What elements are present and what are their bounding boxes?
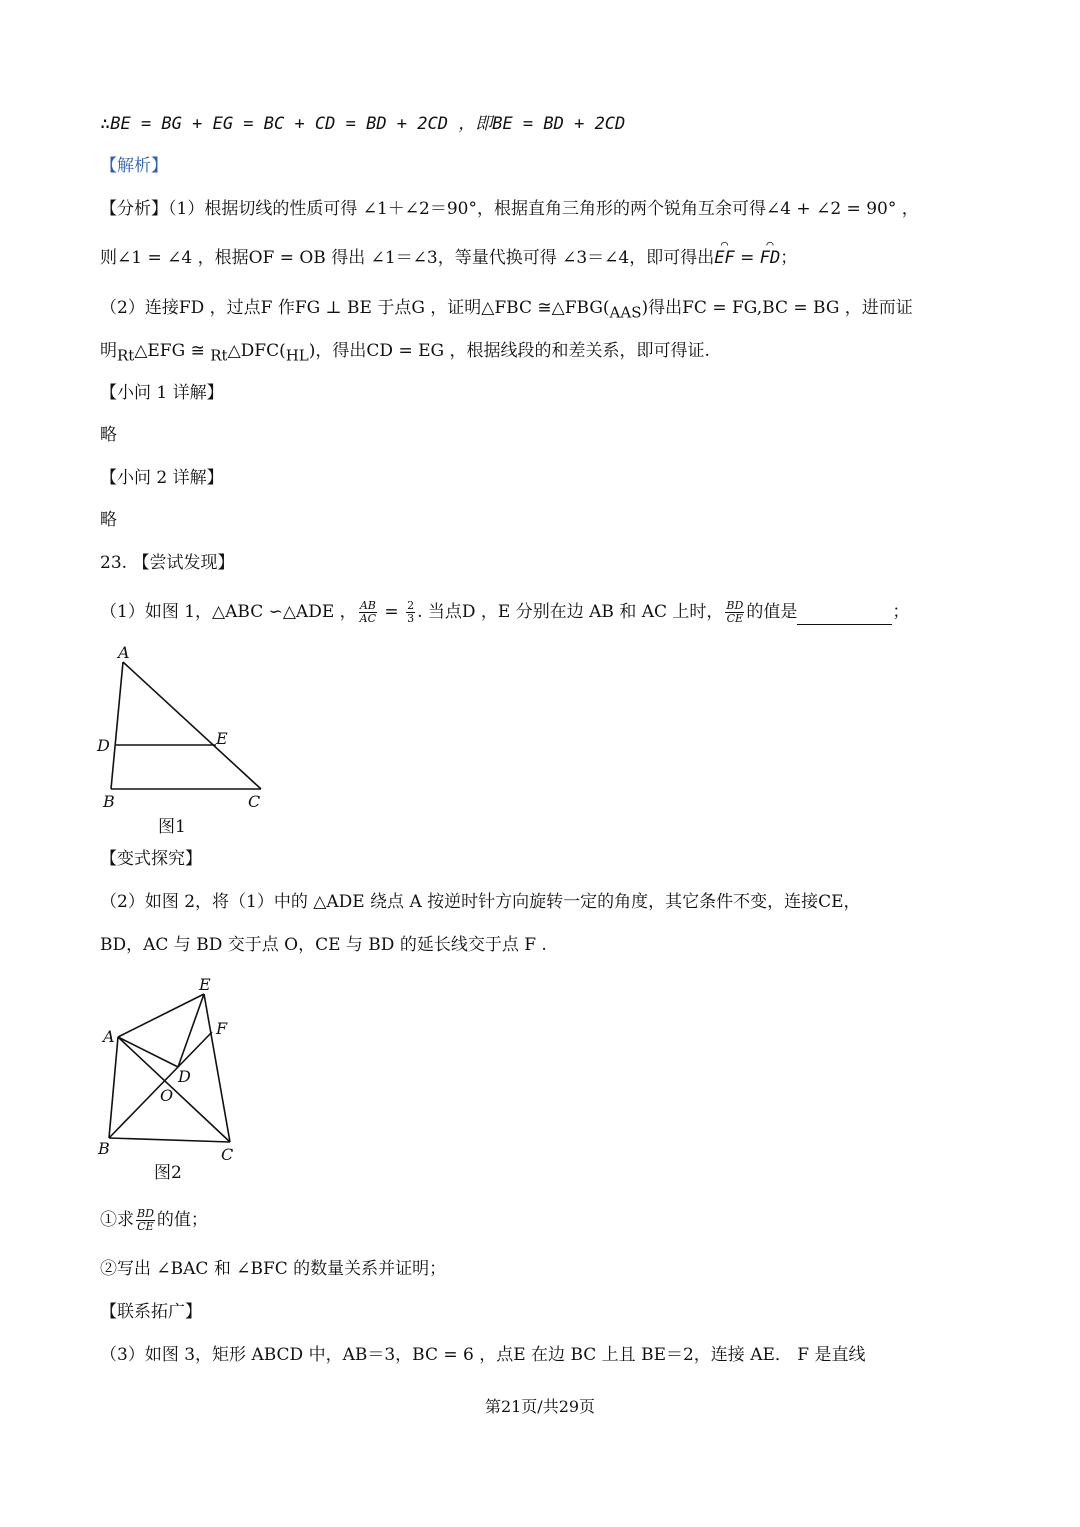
line-conclusion: ∴BE = BG + EG = BC + CD = BD + 2CD ，即BE = BD + 2CD [100,114,626,134]
frac-den: CE [137,1220,154,1233]
problem-1-a: （1）如图 1，△ABC ∽△ADE ， [100,602,357,622]
label-a: A [103,1027,115,1046]
analysis-line-4-a: 明 [100,341,117,361]
hl-sub: HL [285,346,309,365]
analysis-line-2-text: 则∠1 = ∠4 ，根据OF = OB 得出 ∠1＝∠3，等量代换可得 ∠3＝∠4，即可得出 [100,248,715,268]
label-d: D [178,1067,191,1086]
bianshi-heading: 【变式探究】 [100,849,202,869]
arc-ef: ⌒ EF [714,246,734,270]
frac-den: CE [726,612,744,625]
analysis-line-4 [100,339,710,367]
problem-1-line [100,600,909,625]
rt-sub-2: Rt [210,346,228,365]
problem-2-line-2: BD，AC 与 BD 交于点 O，CE 与 BD 的延长线交于点 F . [100,935,547,955]
label-b: B [98,1139,110,1158]
figure-1 [90,640,280,810]
subq1-heading: 【小问 1 详解】 [100,383,224,403]
question-circle-2: ②写出 ∠BAC 和 ∠BFC 的数量关系并证明； [100,1259,447,1279]
bd-ce-fraction-2 [136,1208,155,1233]
edge-ec [204,994,230,1142]
analysis-line-4-d: )，得出CD = EG ，根据线段的和差关系，即可得证. [308,341,710,361]
frac-num: AB [359,599,376,612]
label-a: A [118,643,130,662]
figure-2 [90,970,250,1170]
problem-1-d: ； [892,602,910,622]
edge-ac [118,1037,230,1142]
lianxi-heading: 【联系拓广】 [100,1302,202,1322]
two-thirds-fraction [406,600,415,625]
figure-1-caption: 图1 [158,817,186,837]
problem-23-heading: 23. 【尝试发现】 [100,553,235,573]
subq2-answer: 略 [100,510,117,530]
edge-ad [118,1037,178,1067]
label-b: B [103,792,115,810]
label-d: D [97,736,110,755]
problem-2-line-1: （2）如图 2，将（1）中的 △ADE 绕点 A 按逆时针方向旋转一定的角度，其它条件不变，连接CE， [100,892,861,912]
aas-sub: AAS [609,303,642,322]
analysis-line-2-end: ； [780,248,798,268]
rt-sub-1: Rt [117,346,135,365]
edge-ab [111,662,123,789]
figure-2-caption: 图2 [154,1163,182,1183]
label-o: O [160,1086,174,1105]
question-circle-1 [100,1208,208,1233]
analysis-line-3 [100,296,913,324]
problem-3-line: （3）如图 3，矩形 ABCD 中，AB＝3，BC = 6 ，点E 在边 BC 上且 BE＝2，连接 AE． F 是直线 [100,1345,866,1365]
analysis-line-2 [100,246,797,270]
answer-blank [797,608,892,625]
label-f: F [216,1019,228,1038]
q-circle-1-a: ①求 [100,1210,134,1230]
analysis-line-3-a: （2）连接FD ，过点F 作FG ⊥ BE 于点G ，证明△FBC ≅△FBG( [100,298,610,318]
problem-1-eq: = [379,602,405,622]
arc-fd: ⌒ FD [760,246,780,270]
frac-num: 2 [407,599,415,612]
page-footer: 第21页/共29页 [484,1397,596,1416]
arc-eq: = [734,248,760,268]
edge-ac [123,662,261,789]
label-c: C [248,792,261,810]
ab-ac-fraction [359,600,377,625]
problem-1-b: . 当点D ，E 分别在边 AB 和 AC 上时， [417,602,724,622]
analysis-line-4-b: △EFG ≅ [134,341,211,361]
edge-ab [109,1037,118,1138]
label-c: C [221,1145,234,1164]
frac-den: 3 [407,612,415,625]
label-e: E [199,975,211,994]
jiexi-heading: 【解析】 [100,156,168,176]
analysis-line-4-c: △DFC( [227,341,286,361]
edge-bf [109,1032,212,1138]
problem-1-c: 的值是 [746,602,798,622]
analysis-line-3-b: )得出FC = FG,BC = BG ，进而证 [641,298,913,318]
label-e: E [216,729,228,748]
frac-num: BD [137,1207,154,1220]
q-circle-1-b: 的值； [156,1210,208,1230]
edge-bc [109,1138,230,1142]
frac-den: AC [359,612,377,625]
subq2-heading: 【小问 2 详解】 [100,468,224,488]
analysis-line-1: 【分析】（1）根据切线的性质可得 ∠1＋∠2＝90°，根据直角三角形的两个锐角互余可得∠4 + ∠2 = 90° ， [100,199,919,219]
frac-num: BD [726,599,744,612]
subq1-answer: 略 [100,425,117,445]
bd-ce-fraction [725,600,744,625]
